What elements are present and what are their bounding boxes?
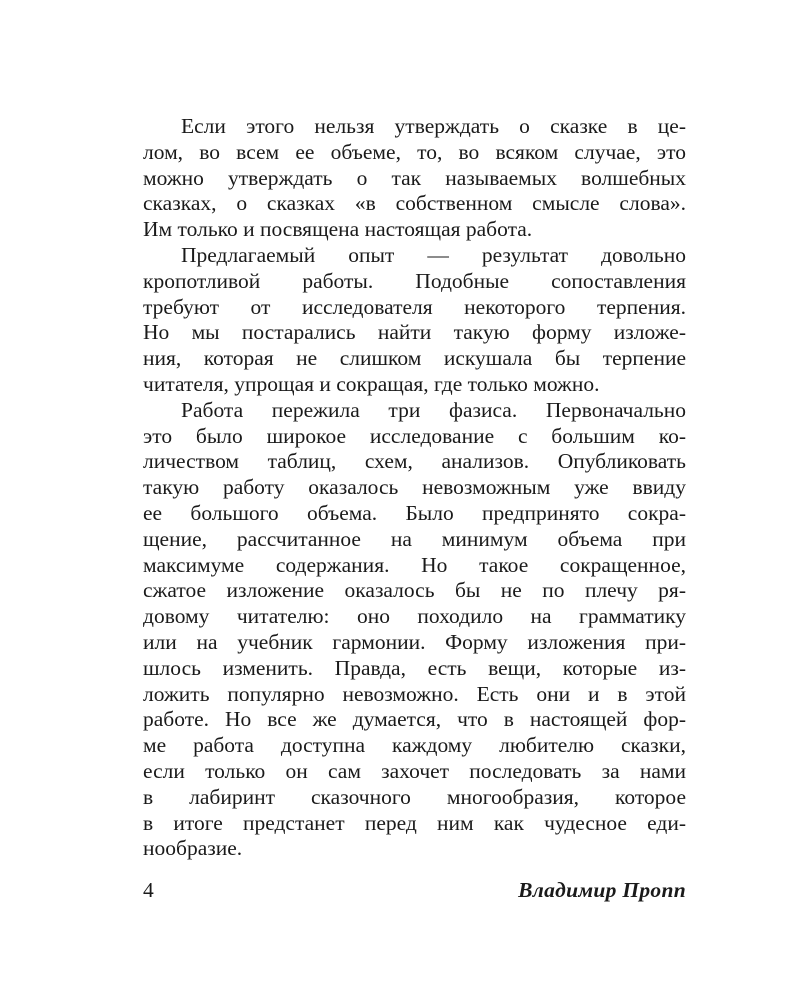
text-line: Работа пережила три фазиса. Первоначально (181, 397, 686, 422)
text-line: Предлагаемый опыт — результат довольно (181, 242, 686, 267)
text-line: можно утверждать о так называемых волшебных (143, 165, 686, 190)
text-line: ния, которая не слишком искушала бы терпение (143, 346, 686, 371)
paragraph-3 (143, 398, 686, 862)
text-line: ложить популярно невозможно. Есть они и в этой (143, 681, 686, 706)
text-line: сказках, о сказках «в собственном смысле слова». (143, 191, 686, 216)
text-line: требуют от исследователя некоторого терпения. (143, 294, 686, 319)
text-line: или на учебник гармонии. Форму изложения при- (143, 629, 686, 654)
text-line: ее большого объема. Было предпринято сокра- (143, 500, 686, 525)
text-line: работе. Но все же думается, что в настоящей фор- (143, 707, 686, 732)
text-line: шлось изменить. Правда, есть вещи, которые из- (143, 655, 686, 680)
running-author: Владимир Пропп (518, 878, 686, 902)
text-line: в итоге предстанет перед ним как чудесное еди- (143, 810, 686, 835)
text-line: если только он сам захочет последовать за нами (143, 758, 686, 783)
paragraph-2 (143, 243, 686, 398)
paragraph-1 (143, 114, 686, 243)
text-line: щение, рассчитанное на минимум объема при (143, 526, 686, 551)
text-line: личеством таблиц, схем, анализов. Опубликовать (143, 449, 686, 474)
text-line: такую работу оказалось невозможным уже ввиду (143, 475, 686, 500)
text-line: лом, во всем ее объеме, то, во всяком случае, это (143, 139, 686, 164)
page-footer (143, 878, 686, 908)
book-page-text (143, 114, 686, 862)
page-number: 4 (143, 878, 154, 902)
text-line: Им только и посвящена настоящая работа. (143, 217, 533, 242)
text-line: в лабиринт сказочного многообразия, которое (143, 784, 686, 809)
text-line: это было широкое исследование с большим ко- (143, 423, 686, 448)
text-line: Если этого нельзя утверждать о сказке в це- (181, 114, 686, 138)
text-line: максимуме содержания. Но такое сокращенное, (143, 552, 686, 577)
text-line: сжатое изложение оказалось бы не по плечу ря- (143, 578, 686, 603)
text-line: нообразие. (143, 836, 243, 861)
text-line: кропотливой работы. Подобные сопоставления (143, 268, 686, 293)
text-line: читателя, упрощая и сокращая, где только можно. (143, 371, 600, 396)
text-line: Но мы постарались найти такую форму изложе- (143, 320, 686, 345)
text-line: ме работа доступна каждому любителю сказки, (143, 733, 686, 758)
text-line: довому читателю: оно походило на грамматику (143, 604, 686, 629)
